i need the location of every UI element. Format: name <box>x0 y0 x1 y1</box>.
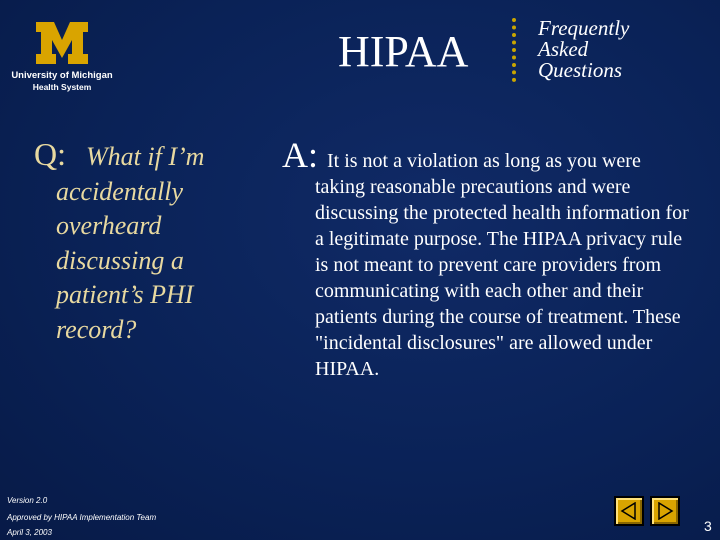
page-number: 3 <box>704 518 712 534</box>
triangle-right-icon <box>656 502 674 520</box>
approved-text: Approved by HIPAA Implementation Team <box>7 513 157 522</box>
logo-university-text: University of Michigan <box>11 70 113 81</box>
block-m-icon <box>6 12 118 68</box>
answer-text: It is not a violation as long as you were taking reasonable precautions and were discussing the protected health information for a legitimate purpose. The HIPAA privacy rule is not meant to prevent care providers from communicating with each other and their patients during the course of treatment. These "incidental disclosures" are allowed under HIPAA. <box>315 150 689 380</box>
question-label: Q: <box>34 136 66 172</box>
version-text: Version 2.0 <box>7 496 48 505</box>
logo-health-system-text: Health System <box>32 82 92 92</box>
faq-heading <box>538 18 629 81</box>
faq-line-1: Frequently <box>538 16 630 40</box>
page-title: HIPAA <box>338 27 469 76</box>
faq-line-3: Questions <box>538 58 622 82</box>
triangle-left-icon <box>620 502 638 520</box>
question-text: What if I’m accidentally overheard discussing a patient’s PHI record? <box>56 142 205 344</box>
divider <box>512 18 520 82</box>
next-slide-button[interactable] <box>650 496 680 526</box>
answer-label: A: <box>282 135 318 175</box>
previous-slide-button[interactable] <box>614 496 644 526</box>
date-text: April 3, 2003 <box>7 528 52 537</box>
faq-line-2: Asked <box>538 37 589 61</box>
university-of-michigan-logo <box>6 12 118 92</box>
